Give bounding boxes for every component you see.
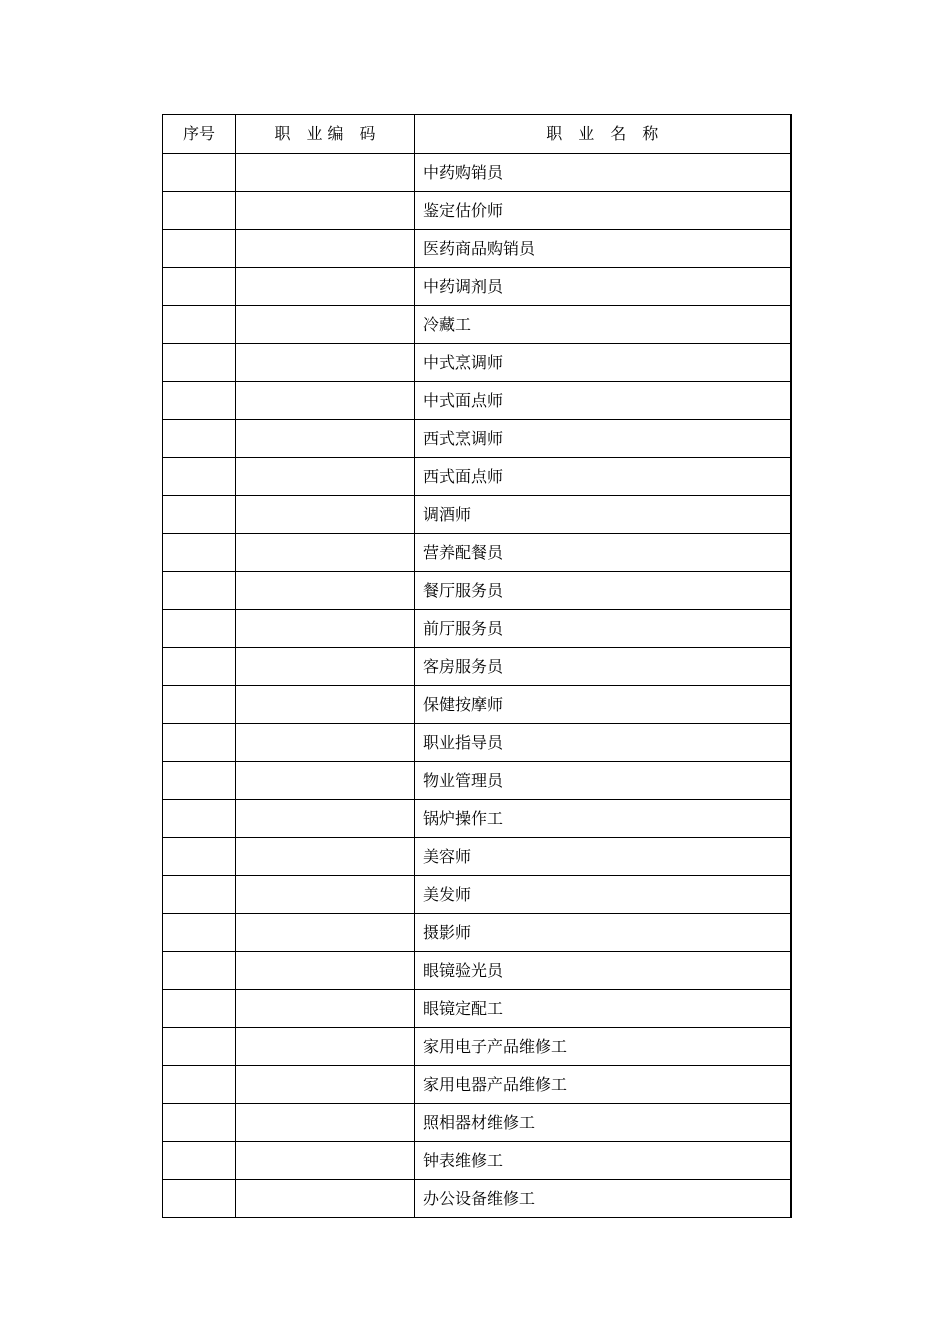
row-index-cell [163, 1066, 236, 1104]
table-header-row [163, 115, 791, 154]
header-name: 职 业 名 称 [415, 115, 791, 154]
row-index-cell [163, 154, 236, 192]
row-occupation-name-cell: 锅炉操作工 [415, 800, 791, 838]
row-occupation-name-cell: 美容师 [415, 838, 791, 876]
row-index-cell [163, 534, 236, 572]
row-occupation-name-cell: 中药购销员 [415, 154, 791, 192]
row-code-cell [236, 344, 415, 382]
table-row [163, 686, 791, 724]
row-code-cell [236, 610, 415, 648]
row-index-cell [163, 572, 236, 610]
table-row [163, 762, 791, 800]
row-index-cell [163, 306, 236, 344]
table-row [163, 914, 791, 952]
row-code-cell [236, 648, 415, 686]
row-occupation-name-cell: 鉴定估价师 [415, 192, 791, 230]
table-row [163, 534, 791, 572]
row-code-cell [236, 762, 415, 800]
row-index-cell [163, 496, 236, 534]
row-index-cell [163, 800, 236, 838]
table-row [163, 344, 791, 382]
row-index-cell [163, 1028, 236, 1066]
row-code-cell [236, 838, 415, 876]
row-index-cell [163, 192, 236, 230]
row-index-cell [163, 990, 236, 1028]
row-code-cell [236, 572, 415, 610]
row-occupation-name-cell: 物业管理员 [415, 762, 791, 800]
row-occupation-name-cell: 职业指导员 [415, 724, 791, 762]
row-occupation-name-cell: 医药商品购销员 [415, 230, 791, 268]
header-index: 序号 [163, 115, 236, 154]
row-code-cell [236, 496, 415, 534]
row-index-cell [163, 344, 236, 382]
table-row [163, 496, 791, 534]
table-row [163, 572, 791, 610]
row-occupation-name-cell: 钟表维修工 [415, 1142, 791, 1180]
table-row [163, 268, 791, 306]
table-row [163, 1104, 791, 1142]
table-row [163, 154, 791, 192]
row-occupation-name-cell: 美发师 [415, 876, 791, 914]
table-row [163, 724, 791, 762]
row-index-cell [163, 382, 236, 420]
row-occupation-name-cell: 西式面点师 [415, 458, 791, 496]
row-code-cell [236, 268, 415, 306]
table-row [163, 1142, 791, 1180]
row-code-cell [236, 952, 415, 990]
table-row [163, 1180, 791, 1218]
row-index-cell [163, 762, 236, 800]
row-code-cell [236, 458, 415, 496]
row-occupation-name-cell: 客房服务员 [415, 648, 791, 686]
table-row [163, 420, 791, 458]
row-occupation-name-cell: 中式烹调师 [415, 344, 791, 382]
table-row [163, 876, 791, 914]
row-code-cell [236, 230, 415, 268]
table-row [163, 610, 791, 648]
row-occupation-name-cell: 摄影师 [415, 914, 791, 952]
row-occupation-name-cell: 前厅服务员 [415, 610, 791, 648]
row-occupation-name-cell: 办公设备维修工 [415, 1180, 791, 1218]
table-row [163, 306, 791, 344]
row-index-cell [163, 610, 236, 648]
row-occupation-name-cell: 营养配餐员 [415, 534, 791, 572]
row-occupation-name-cell: 餐厅服务员 [415, 572, 791, 610]
row-occupation-name-cell: 家用电子产品维修工 [415, 1028, 791, 1066]
row-index-cell [163, 230, 236, 268]
row-occupation-name-cell: 西式烹调师 [415, 420, 791, 458]
row-index-cell [163, 1142, 236, 1180]
row-index-cell [163, 952, 236, 990]
row-index-cell [163, 1180, 236, 1218]
row-index-cell [163, 724, 236, 762]
table-row [163, 230, 791, 268]
row-index-cell [163, 876, 236, 914]
table-row [163, 1066, 791, 1104]
row-occupation-name-cell: 调酒师 [415, 496, 791, 534]
row-occupation-name-cell: 家用电器产品维修工 [415, 1066, 791, 1104]
row-code-cell [236, 306, 415, 344]
row-code-cell [236, 724, 415, 762]
table-row [163, 838, 791, 876]
row-occupation-name-cell: 冷藏工 [415, 306, 791, 344]
table-row [163, 990, 791, 1028]
row-index-cell [163, 1104, 236, 1142]
row-index-cell [163, 838, 236, 876]
table-row [163, 648, 791, 686]
row-code-cell [236, 154, 415, 192]
table-row [163, 800, 791, 838]
row-code-cell [236, 914, 415, 952]
row-code-cell [236, 1142, 415, 1180]
row-code-cell [236, 382, 415, 420]
row-code-cell [236, 800, 415, 838]
row-occupation-name-cell: 中药调剂员 [415, 268, 791, 306]
row-occupation-name-cell: 中式面点师 [415, 382, 791, 420]
row-code-cell [236, 1180, 415, 1218]
table-row [163, 952, 791, 990]
row-occupation-name-cell: 眼镜定配工 [415, 990, 791, 1028]
row-occupation-name-cell: 眼镜验光员 [415, 952, 791, 990]
table-row [163, 458, 791, 496]
table-body [163, 154, 791, 1218]
header-code: 职 业 编 码 [236, 115, 415, 154]
row-occupation-name-cell: 照相器材维修工 [415, 1104, 791, 1142]
table-row [163, 1028, 791, 1066]
row-index-cell [163, 420, 236, 458]
row-index-cell [163, 686, 236, 724]
row-code-cell [236, 876, 415, 914]
table-row [163, 192, 791, 230]
row-occupation-name-cell: 保健按摩师 [415, 686, 791, 724]
row-code-cell [236, 192, 415, 230]
row-index-cell [163, 458, 236, 496]
row-code-cell [236, 686, 415, 724]
row-code-cell [236, 1028, 415, 1066]
row-index-cell [163, 268, 236, 306]
row-code-cell [236, 420, 415, 458]
row-index-cell [163, 914, 236, 952]
row-code-cell [236, 1104, 415, 1142]
row-index-cell [163, 648, 236, 686]
row-code-cell [236, 1066, 415, 1104]
row-code-cell [236, 534, 415, 572]
occupation-table [162, 114, 792, 1218]
row-code-cell [236, 990, 415, 1028]
table-row [163, 382, 791, 420]
